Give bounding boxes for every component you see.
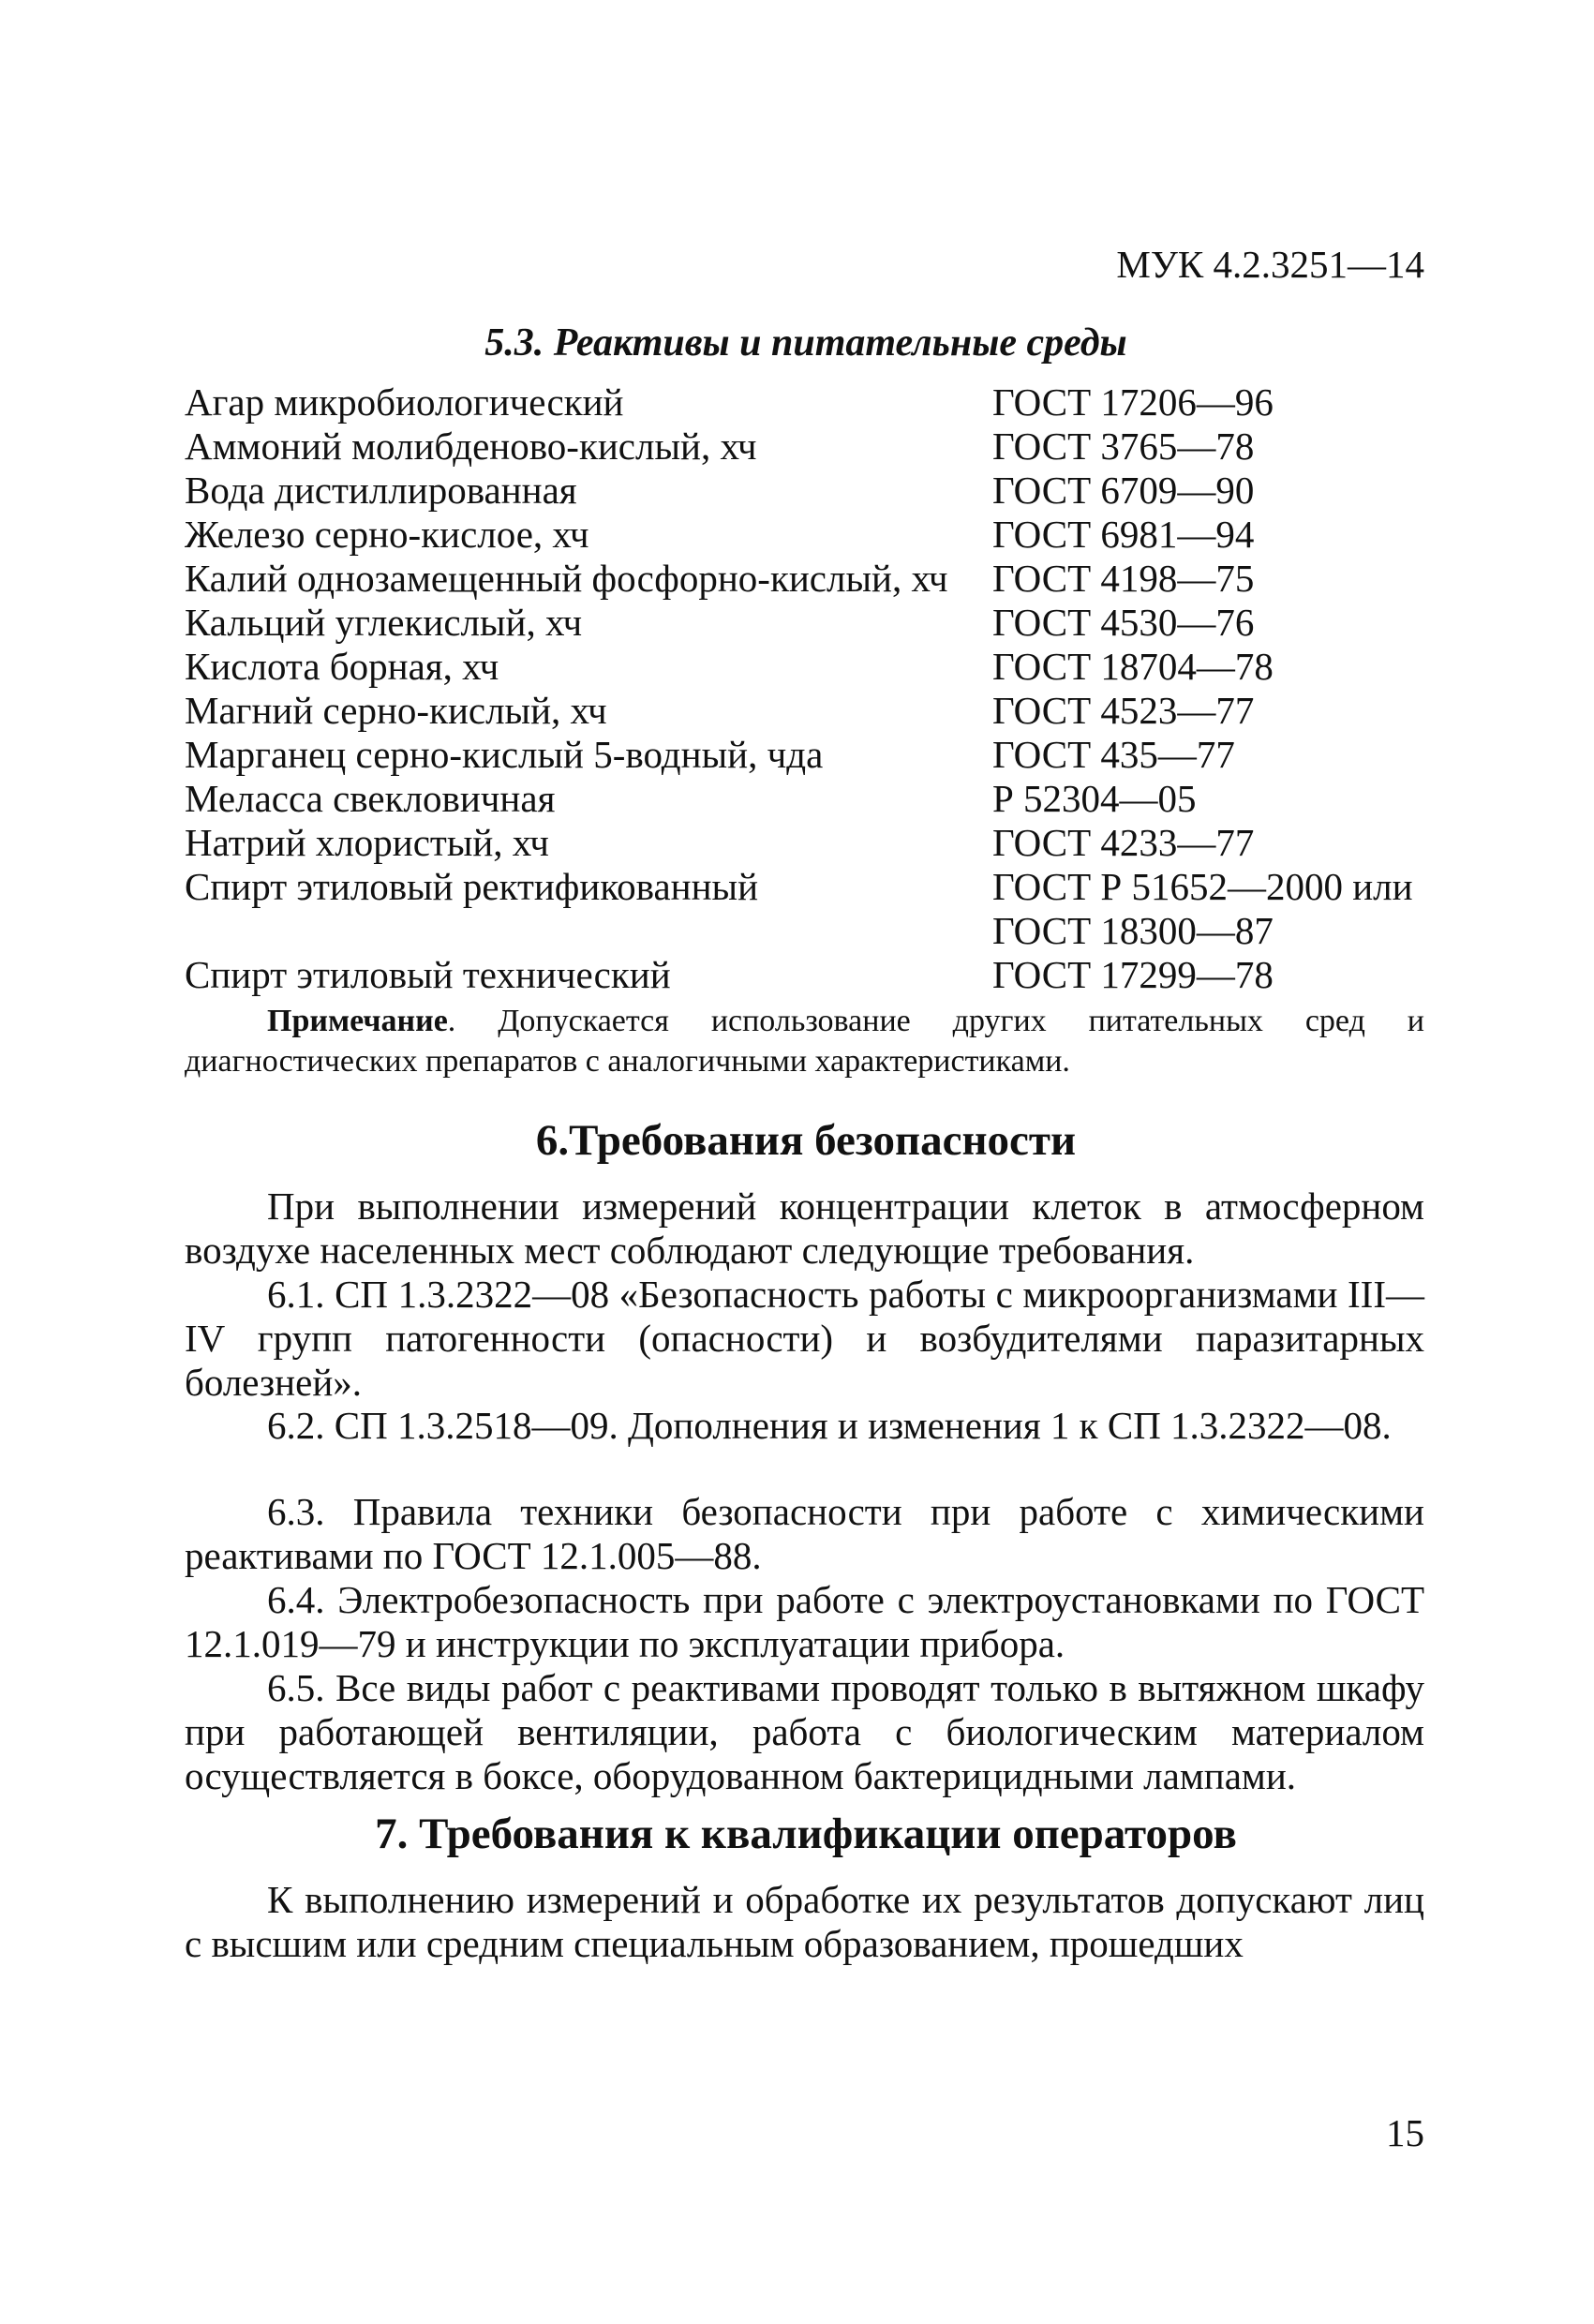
- reagent-standard: ГОСТ 18704—78: [992, 645, 1274, 688]
- reagent-standard: ГОСТ 6709—90: [992, 469, 1255, 512]
- reagent-name: Спирт этиловый ректификованный: [185, 865, 759, 908]
- reagent-row: [185, 380, 1440, 425]
- safety-item-6-1: 6.1. СП 1.3.2322—08 «Безопасность работы с микроорганизмами III—IV групп патогенности (опасности) и возбудителями паразитарных болезней».: [185, 1273, 1424, 1404]
- reagent-row: [185, 557, 1440, 601]
- note-label: Примечание: [267, 1004, 448, 1038]
- reagent-standard: ГОСТ 17206—96: [992, 380, 1274, 424]
- section-7-title: 7. Требования к квалификации операторов: [375, 1810, 1237, 1858]
- reagent-row: [185, 601, 1440, 645]
- note-paragraph: [185, 1001, 1424, 1081]
- reagent-row: [185, 689, 1440, 733]
- reagent-list: [185, 380, 1440, 997]
- reagent-name: Кислота борная, хч: [185, 645, 499, 688]
- reagent-standard: ГОСТ 4198—75: [992, 557, 1255, 600]
- safety-item-6-2: 6.2. СП 1.3.2518—09. Дополнения и изменения 1 к СП 1.3.2322—08.: [267, 1404, 1392, 1447]
- reagent-row: [185, 513, 1440, 557]
- reagent-name: Калий однозамещенный фосфорно-кислый, хч: [185, 557, 948, 600]
- reagent-standard: [992, 865, 1413, 953]
- safety-item-6-5: 6.5. Все виды работ с реактивами проводят только в вытяжном шкафу при работающей вентиляции, работа с биологическим материалом осуществляется в боксе, оборудованном бактерицидными лампами.: [185, 1666, 1424, 1797]
- reagent-row: [185, 733, 1440, 777]
- reagent-row: [185, 953, 1440, 997]
- reagent-name: Марганец серно-кислый 5-водный, чда: [185, 733, 824, 776]
- reagent-standard: Р 52304—05: [992, 777, 1197, 820]
- note-text: . Допускается использование других питательных сред и диагностических препаратов с аналогичными характеристиками.: [185, 1004, 1424, 1079]
- safety-item-6-4: 6.4. Электробезопасность при работе с электроустановками по ГОСТ 12.1.019—79 и инструкции по эксплуатации прибора.: [185, 1578, 1424, 1665]
- reagent-row: [185, 777, 1440, 821]
- reagent-name: Железо серно-кислое, хч: [185, 513, 589, 556]
- reagent-standard: ГОСТ 435—77: [992, 733, 1235, 776]
- reagent-standard: ГОСТ 3765—78: [992, 425, 1255, 468]
- reagent-standard-line: ГОСТ Р 51652—2000 или: [992, 865, 1413, 908]
- safety-item-6-3: 6.3. Правила техники безопасности при работе с химическими реактивами по ГОСТ 12.1.005—88.: [185, 1490, 1424, 1577]
- reagent-name: Аммоний молибденово-кислый, хч: [185, 425, 757, 468]
- section-7-text: К выполнению измерений и обработке их результатов допускают лиц с высшим или средним специальным образованием, прошедших: [185, 1878, 1424, 1965]
- reagent-standard: ГОСТ 4523—77: [992, 689, 1255, 732]
- reagent-name: Магний серно-кислый, хч: [185, 689, 607, 732]
- reagent-name: Кальций углекислый, хч: [185, 601, 583, 644]
- reagent-row: [185, 865, 1440, 953]
- reagent-name: Спирт этиловый технический: [185, 953, 671, 996]
- reagent-row: [185, 821, 1440, 865]
- reagent-name: Меласса свекловичная: [185, 777, 556, 820]
- section-6-intro: При выполнении измерений концентрации клеток в атмосферном воздухе населенных мест соблюдают следующие требования.: [185, 1184, 1424, 1272]
- reagent-standard: ГОСТ 4530—76: [992, 601, 1255, 644]
- reagent-row: [185, 645, 1440, 689]
- section-6-title: 6.Требования безопасности: [535, 1116, 1077, 1165]
- reagent-name: Агар микробиологический: [185, 380, 624, 424]
- reagent-standard-line: ГОСТ 18300—87: [992, 909, 1274, 952]
- reagent-standard: ГОСТ 4233—77: [992, 821, 1255, 864]
- page-number: 15: [1386, 2111, 1424, 2154]
- reagent-standard: ГОСТ 17299—78: [992, 953, 1274, 996]
- document-code: МУК 4.2.3251—14: [1116, 243, 1424, 286]
- reagent-name: Натрий хлористый, хч: [185, 821, 549, 864]
- reagent-standard: ГОСТ 6981—94: [992, 513, 1255, 556]
- reagent-name: Вода дистиллированная: [185, 469, 577, 512]
- reagent-row: [185, 425, 1440, 469]
- reagents-section-title: 5.3. Реактивы и питательные среды: [484, 321, 1127, 365]
- reagent-row: [185, 469, 1440, 513]
